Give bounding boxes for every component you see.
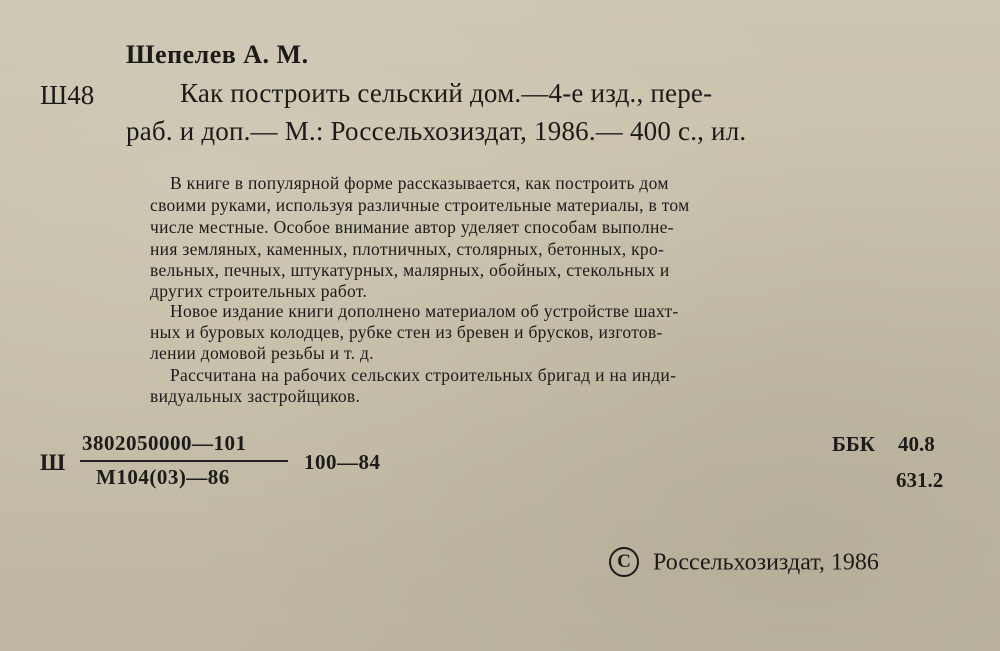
bbk-label: ББК bbox=[832, 432, 875, 456]
annotation-line: ных и буровых колодцев, рубке стен из бревен и брусков, изготов- bbox=[150, 322, 663, 342]
index-denominator: М104(03)—86 bbox=[96, 465, 230, 489]
annotation-line: других строительных работ. bbox=[150, 281, 368, 301]
annotation-line: Новое издание книги дополнено материалом об устройстве шахт- bbox=[170, 301, 679, 321]
annotation-line: В книге в популярной форме рассказывается, как построить дом bbox=[170, 173, 669, 193]
author-name: Шепелев А. М. bbox=[126, 40, 309, 69]
annotation-line: числе местные. Особое внимание автор уделяет способам выполне- bbox=[150, 217, 674, 237]
annotation-line: вельных, печных, штукатурных, малярных, обойных, стекольных и bbox=[150, 260, 670, 280]
annotation-line: своими руками, используя различные строительные материалы, в том bbox=[150, 195, 690, 215]
bbk-code-2: 631.2 bbox=[896, 468, 944, 492]
title-line-2: раб. и доп.— М.: Россельхозиздат, 1986.— 400 с., ил. bbox=[126, 116, 747, 146]
copyright-icon: C bbox=[609, 547, 639, 577]
author-cipher: Ш48 bbox=[40, 80, 95, 110]
price-code: 100—84 bbox=[304, 450, 381, 474]
fraction-bar bbox=[80, 460, 288, 462]
title-line-1: Как построить сельский дом.—4-е изд., пере- bbox=[180, 78, 713, 108]
copyright-line bbox=[609, 549, 879, 579]
annotation-line: Рассчитана на рабочих сельских строительных бригад и на инди- bbox=[170, 365, 677, 385]
annotation-line: видуальных застройщиков. bbox=[150, 386, 361, 406]
index-letter: Ш bbox=[40, 450, 66, 475]
copyright-text: Россельхозиздат, 1986 bbox=[653, 549, 879, 576]
annotation-line: лении домовой резьбы и т. д. bbox=[150, 343, 374, 363]
bbk-code-1: 40.8 bbox=[898, 432, 935, 456]
index-numerator: 3802050000—101 bbox=[82, 431, 247, 455]
annotation-line: ния земляных, каменных, плотничных, столярных, бетонных, кро- bbox=[150, 239, 665, 259]
